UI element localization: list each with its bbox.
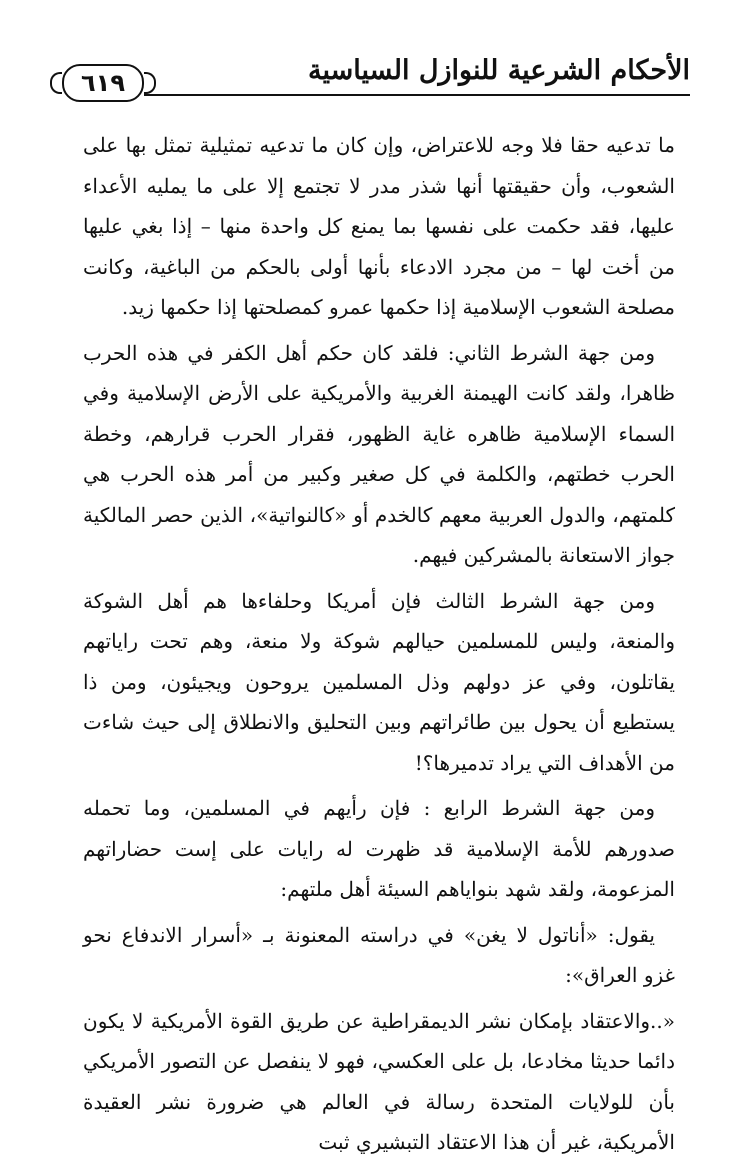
paragraph: يقول: «أناتول لا يغن» في دراسته المعنونة بـ «أسرار الاندفاع نحو غزو العراق»: [83, 922, 675, 987]
paragraph: ومن جهة الشرط الثاني: فلقد كان حكم أهل الكفر في هذه الحرب ظاهرا، ولقد كانت الهيمنة الغربية والأمريكية على الأرض الإسلامية وفي السماء الإسلامية ظاهره غاية الظهور، فقرار الحرب قرارهم، وخطة الحرب خطتهم، والكلمة في كل صغير وكبير من أمر هذه الحرب هي كلمتهم، والدول العربية معهم كالخدم أو «كالنواتية»، الذين حصر المالكية جواز الاستعانة بالمشركين فيهم. [83, 340, 675, 567]
paragraph: ما تدعيه حقا فلا وجه للاعتراض، وإن كان ما تدعيه تمثيلية تمثل بها على الشعوب، وأن حقيقتها أنها شذر مدر لا تجتمع إلا على ما يمليه الأعداء عليها، فقد حكمت على نفسها بما يمنع كل واحدة منها – إذا بغي عليها من أخت لها – من مجرد الادعاء بأنها أولى بالحكم من الباغية، وكانت مصلحة الشعوب الإسلامية إذا حكمها عمرو كمصلحتها إذا حكمها زيد. [83, 133, 675, 319]
header-rule [144, 94, 690, 96]
paragraph: ومن جهة الشرط الثالث فإن أمريكا وحلفاءها هم أهل الشوكة والمنعة، وليس للمسلمين حيالهم شوكة ولا منعة، وهم تحت راياتهم يقاتلون، وفي عز دولهم وذل المسلمين يروحون ويجيئون، ومن ذا يستطيع أن يحول بين طائراتهم وبين التحليق والانطلاق إلى حيث شاءت من الأهداف التي يراد تدميرها؟! [83, 588, 675, 775]
page-header [62, 52, 690, 108]
running-title: الأحكام الشرعية للنوازل السياسية [308, 55, 690, 86]
quote-paragraph: «..والاعتقاد بإمكان نشر الديمقراطية عن طريق القوة الأمريكية لا يكون دائما حديثا مخادعا، بل على العكسي، فهو لا ينفصل عن التصور الأمريكي بأن للولايات المتحدة رسالة في العالم هي ضرورة نشر العقيدة الأمريكية، غير أن هذا الاعتقاد التبشيري ثبت [83, 1008, 675, 1154]
body-text [83, 125, 675, 1154]
paragraph: ومن جهة الشرط الرابع : فإن رأيهم في المسلمين، وما تحمله صدورهم للأمة الإسلامية قد ظهرت له رايات على إست حضاراتهم المزعومة، ولقد شهد بنواياهم السيئة أهل ملتهم: [83, 796, 675, 901]
page-number: ٦١٩ [62, 64, 144, 102]
